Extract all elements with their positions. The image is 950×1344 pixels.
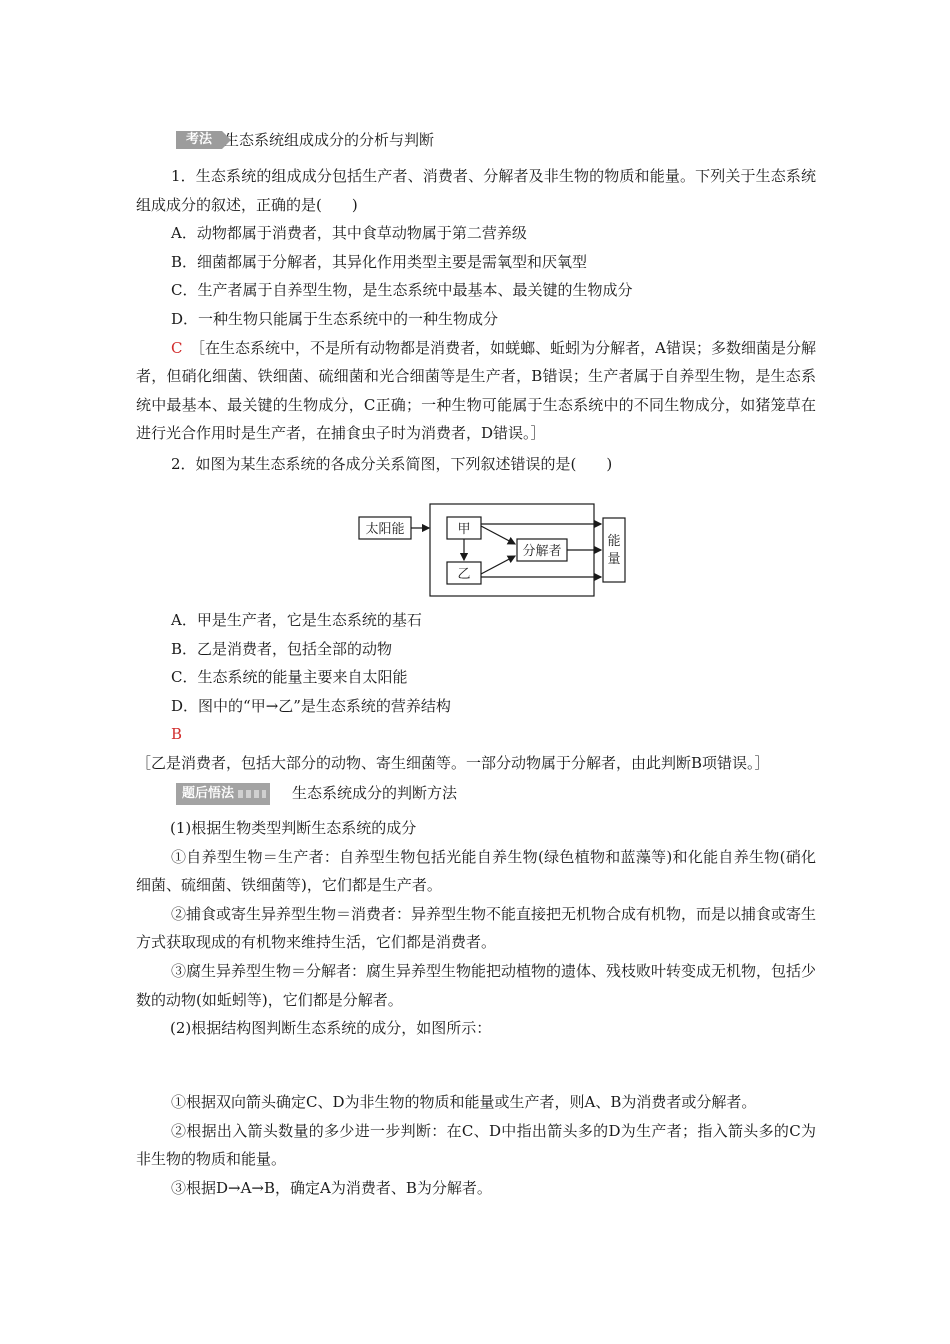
section-tag: 考法 (176, 131, 222, 149)
method-p1-ii: ②捕食或寄生异养型生物＝消费者：异养型生物不能直接把无机物合成有机物，而是以捕食或寄生方式获取现成的有机物来维持生活，它们都是消费者。 (136, 904, 817, 952)
method-tag (176, 783, 270, 805)
method-p1-i: ①自养型生物＝生产者：自养型生物包括光能自养生物(绿色植物和蓝藻等)和化能自养生物(硝化细菌、硫细菌、铁细菌等)，它们都是生产者。 (136, 847, 816, 895)
method-p2-title: (2)根据结构图判断生态系统的成分，如图所示： (170, 1019, 492, 1038)
q2-answer: B (171, 725, 183, 744)
section-header (136, 126, 816, 155)
yi-decomposer-arrow (481, 556, 515, 574)
method-p1-title: (1)根据生物类型判断生态系统的成分 (170, 819, 417, 837)
jia-label: 甲 (457, 522, 471, 537)
q2-option-c: C．生态系统的能量主要来自太阳能 (171, 668, 408, 687)
q1-explanation: ［在生态系统中，不是所有动物都是消费者，如蜣螂、蚯蚓为分解者，A错误；多数细菌是分解者，但硝化细菌、铁细菌、硫细菌和光合细菌等是生产者，B错误；生产者属于自养型生物，是生态系统中最基本、最关键的生物成分，C正确；一种生物可能属于生态系统中的不同生物成分，如猪笼草在进行光合作用时是生产者，在捕食虫子时为消费者，D错误。］ (136, 338, 816, 443)
method-title: 生态系统成分的判断方法 (292, 784, 458, 802)
method-tag-text: 题后悟法 (182, 786, 235, 801)
q2-option-b: B．乙是消费者，包括全部的动物 (171, 639, 393, 658)
q1-option-a: A．动物都属于消费者，其中食草动物属于第二营养级 (171, 224, 527, 243)
ecosystem-diagram (355, 500, 635, 600)
question-2-options (136, 606, 816, 778)
q2-explanation: ［乙是消费者，包括大部分的动物、寄生细菌等。一部分动物属于分解者，由此判断B项错误。］ (136, 753, 770, 772)
energy-label-1: 能 (607, 534, 621, 549)
q1-option-b: B．细菌都属于分解者，其异化作用类型主要是需氧型和厌氧型 (171, 252, 588, 271)
q1-answer: C (171, 338, 183, 357)
q1-stem: 1．生态系统的组成成分包括生产者、消费者、分解者及非生物的物质和能量。下列关于生态系统组成成分的叙述，正确的是( ) (136, 167, 816, 214)
q2-option-d: D．图中的“甲→乙”是生态系统的营养结构 (171, 696, 451, 715)
section-title: 生态系统组成成分的分析与判断 (224, 131, 435, 149)
energy-label-2: 量 (607, 552, 621, 567)
method-header (136, 779, 816, 808)
question-1 (136, 162, 816, 479)
yi-label: 乙 (457, 567, 471, 582)
method-part-1 (136, 814, 816, 1043)
method-p1-iii: ③腐生异养型生物＝分解者：腐生异养型生物能把动植物的遗体、残枝败叶转变成无机物，包括少数的动物(如蚯蚓等)，它们都是分解者。 (136, 961, 817, 1009)
decomposer-label: 分解者 (522, 544, 562, 559)
method-p2-ii: ②根据出入箭头数量的多少进一步判断：在C、D中指出箭头多的D为生产者；指入箭头多的C为非生物的物质和能量。 (136, 1121, 816, 1169)
q1-option-c: C．生产者属于自养型生物，是生态系统中最基本、最关键的生物成分 (171, 281, 633, 300)
q1-option-d: D．一种生物只能属于生态系统中的一种生物成分 (171, 309, 499, 328)
energy-box (603, 518, 625, 582)
q2-option-a: A．甲是生产者，它是生态系统的基石 (171, 611, 422, 629)
method-p2-iii: ③根据D→A→B，确定A为消费者、B为分解者。 (171, 1178, 492, 1197)
q1-answer-explanation (136, 334, 816, 448)
q2-stem: 2．如图为某生态系统的各成分关系简图，下列叙述错误的是( ) (171, 454, 613, 473)
method-tag-dots (238, 790, 266, 798)
sun-label: 太阳能 (365, 522, 405, 537)
method-p2-i: ①根据双向箭头确定C、D为非生物的物质和能量或生产者，则A、B为消费者或分解者。 (171, 1093, 757, 1111)
jia-decomposer-arrow (481, 526, 515, 544)
q2-answer-explanation (136, 720, 816, 777)
method-part-2 (136, 1088, 816, 1202)
